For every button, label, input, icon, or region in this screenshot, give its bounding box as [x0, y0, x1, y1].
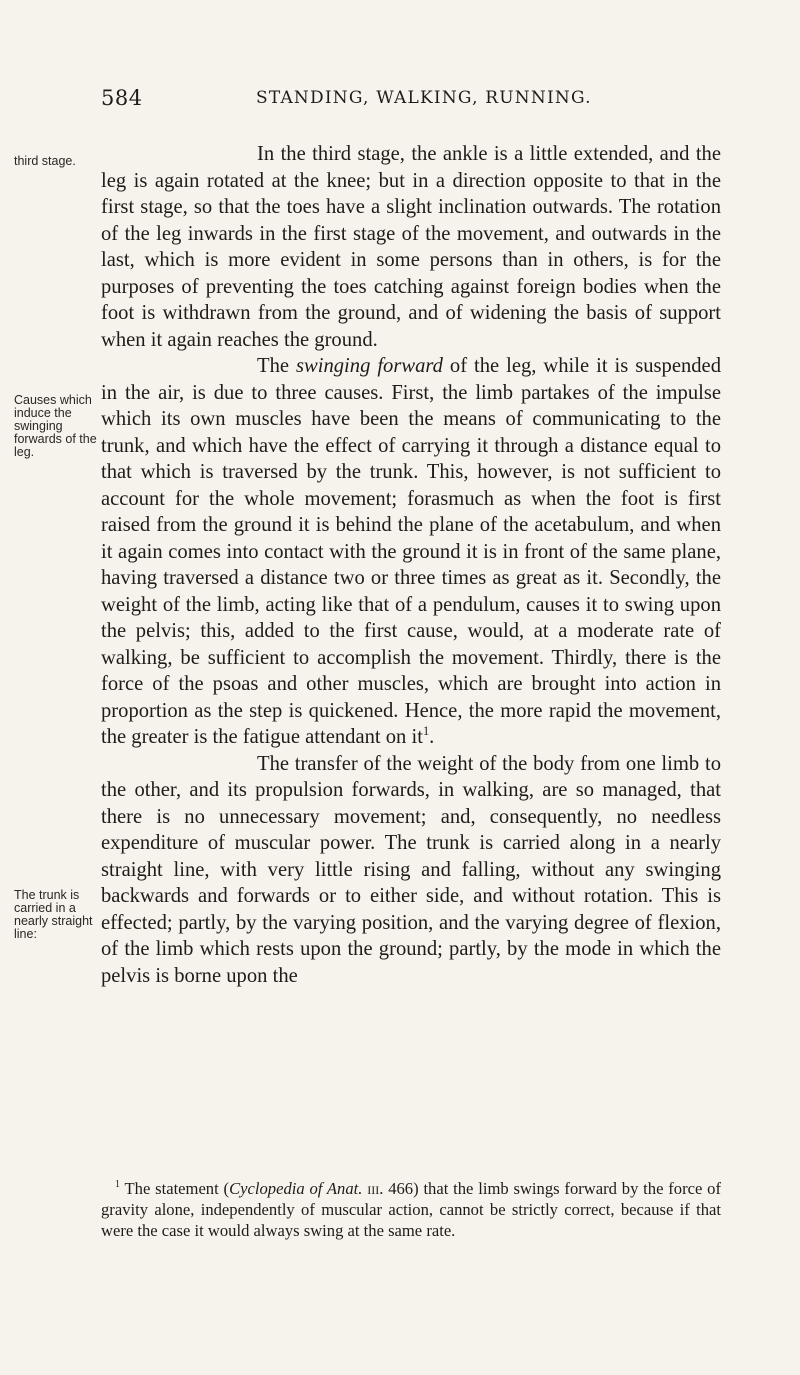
running-head: STANDING, WALKING, RUNNING.	[256, 88, 592, 108]
swinging-forward-emphasis: swinging forward	[295, 355, 443, 377]
paragraph-transfer-of-weight: The transfer of the weight of the body from one limb to the other, and its propulsion forwards, in walking, are so managed, that there is no unnecessary movement; and, consequently, no needless expenditure of muscular power. The trunk is carried along in a nearly straight line, with very little rising and falling, without any swinging backwards and forwards or to either side, and without rotation. This is effected; partly, by the varying position, and the varying degree of flexion, of the limb which rests upon the ground; partly, by the mode in which the pelvis is borne upon the	[101, 752, 721, 987]
margin-note-causes: Causes which induce the swinging forwards of the leg.	[14, 393, 97, 459]
paragraph-lead: The	[257, 355, 296, 377]
body-text	[101, 141, 721, 989]
margin-note-trunk: The trunk is carried in a nearly straight line:	[14, 888, 93, 941]
margin-note-third-stage: third stage.	[14, 154, 76, 168]
footnote-source: Cyclopedia of Anat.	[229, 1179, 363, 1198]
paragraph-text: of the leg, while it is suspended in the air, is due to three causes. First, the limb partakes of the impulse which its own muscles have been the means of communicating to the trunk, and which have the effect of carrying it through a distance equal to that which is traversed by the trunk. This, however, is not sufficient to account for the whole movement; forasmuch as when the foot is first raised from the ground it is behind the plane of the acetabulum, and when it again comes into contact with the ground it is in front of the same plane, having traversed a distance two or three times as great as it. Secondly, the weight of the limb, acting like that of a pendulum, causes it to swing upon the pelvis; this, added to the first cause, would, at a moderate rate of walking, be sufficient to accomplish the movement. Thirdly, there is the force of the psoas and other muscles, which are brought into action in proportion as the step is quickened. Hence, the more rapid the movement, the greater is the fatigue attendant on it	[101, 355, 721, 748]
paragraph-end: .	[429, 726, 435, 748]
footnote-lead: The statement (	[119, 1179, 230, 1198]
paragraph-swinging-forward	[101, 353, 721, 751]
footnote-citation: iii. 466	[362, 1179, 414, 1198]
page-number: 584	[101, 86, 143, 110]
footnote-text: ) that the limb swings forward by the force of gravity alone, independently of muscular action, cannot be strictly correct, because if that were the case it would always swing at the same rate.	[101, 1179, 722, 1240]
page-header	[101, 86, 721, 116]
footnote	[101, 1178, 721, 1241]
paragraph-third-stage: In the third stage, the ankle is a little extended, and the leg is again rotated at the knee; but in a direction opposite to that in the first stage, so that the toes have a slight inclination outwards. The rotation of the leg inwards in the first stage of the movement, and outwards in the last, which is more evident in some persons than in others, is for the purposes of preventing the toes catching against foreign bodies when the foot is withdrawn from the ground, and of widening the basis of support when it again reaches the ground.	[101, 143, 721, 351]
footnote-mark: 1	[115, 1179, 120, 1191]
footnote-reference: 1	[422, 724, 430, 739]
